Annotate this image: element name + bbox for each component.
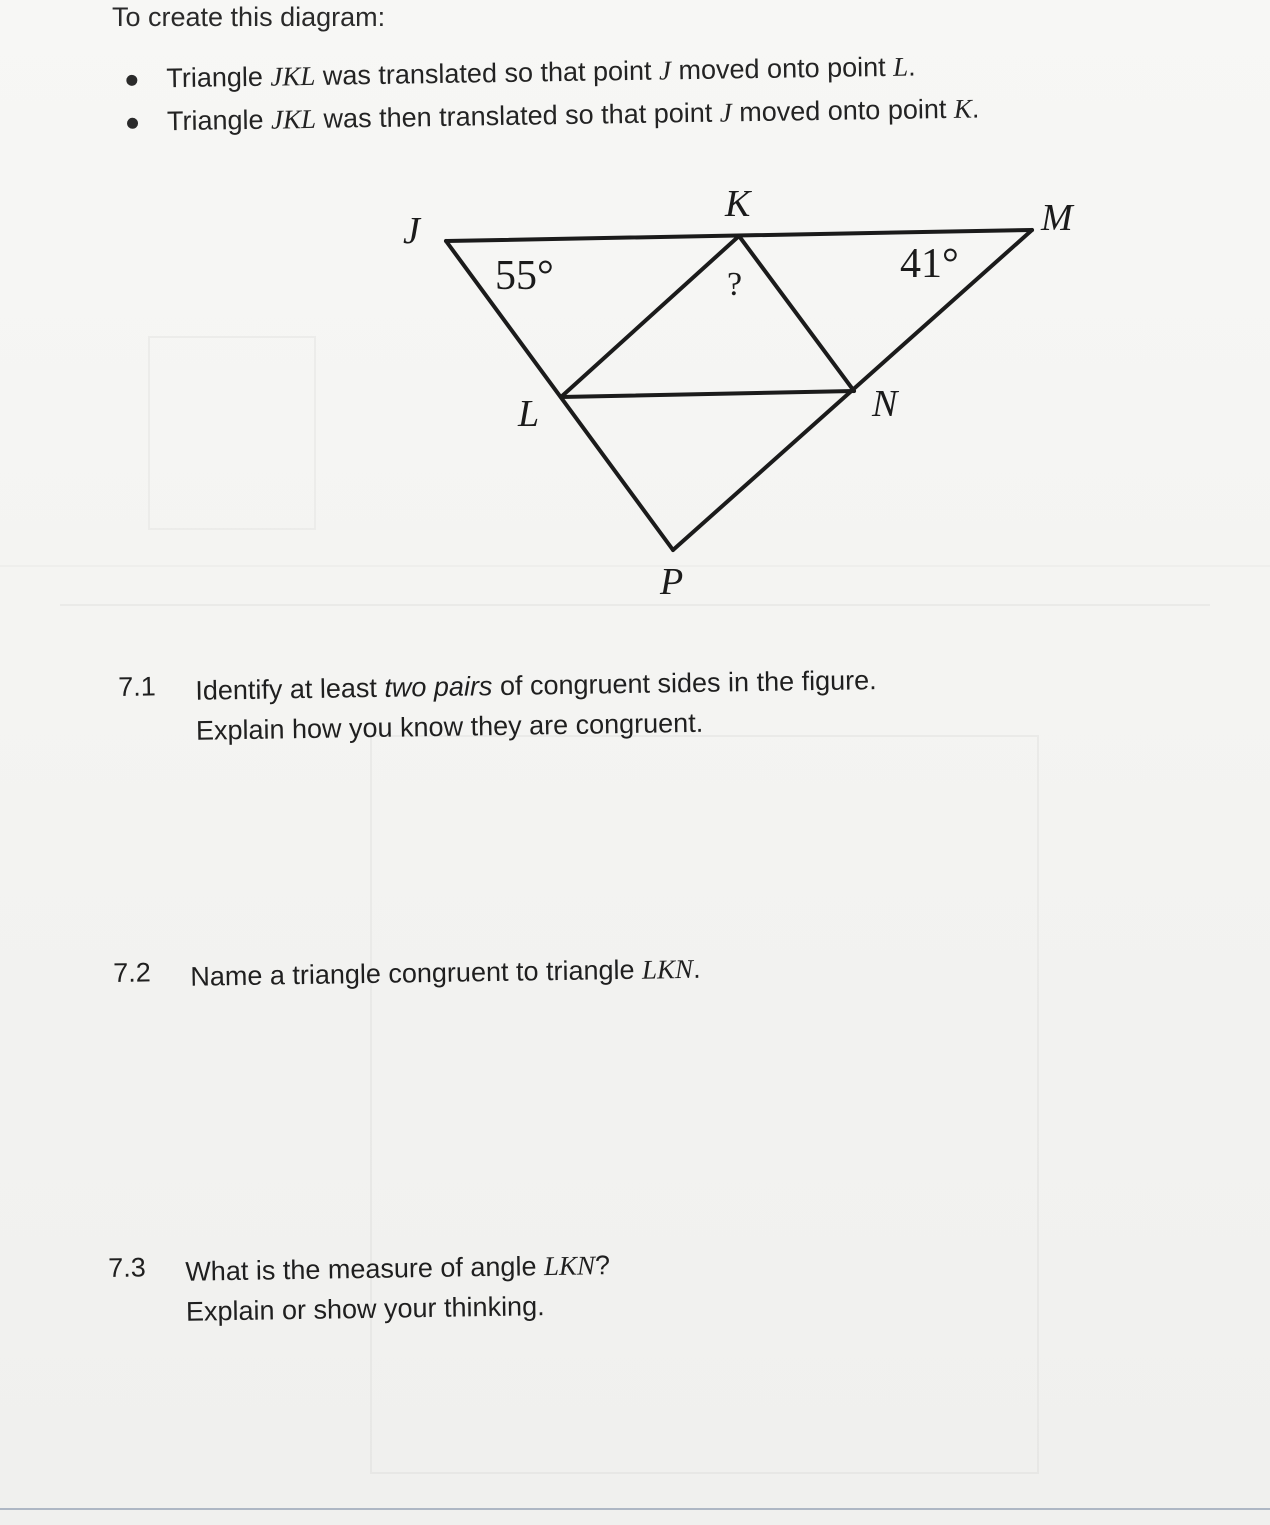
segment-LN [561, 391, 854, 397]
question-number: 7.2 [113, 957, 152, 988]
vertex-label-J: J [403, 210, 420, 252]
triangle-diagram [0, 0, 1270, 640]
vertex-label-N: N [872, 383, 898, 425]
question-text: Name a triangle congruent to triangle LKN. [190, 953, 701, 992]
segment-KN [739, 236, 854, 391]
question-text: Identify at least two pairs of congruent sides in the figure. Explain how you know they are congruent. [195, 665, 877, 746]
question-number: 7.1 [118, 671, 157, 702]
instruction-item: Triangle JKL was then translated so that point J moved onto point K. [121, 88, 980, 144]
vertex-label-L: L [518, 393, 540, 435]
intro-heading: To create this diagram: [112, 2, 386, 32]
angle-label-K-unknown: ? [727, 266, 743, 303]
bleed-through-box [370, 735, 1039, 1474]
instruction-item: Triangle JKL was translated so that point J moved onto point L. [120, 45, 979, 101]
question-text: What is the measure of angle LKN? Explain or show your thinking. [185, 1250, 611, 1327]
vertex-label-P: P [660, 561, 684, 603]
angle-label-M: 41° [900, 241, 959, 287]
vertex-label-M: M [1041, 197, 1073, 239]
segment-KL [561, 236, 739, 397]
vertex-label-K: K [725, 183, 751, 225]
page-bottom-edge [0, 1508, 1270, 1510]
angle-label-J: 55° [495, 253, 554, 299]
question-number: 7.3 [108, 1252, 147, 1283]
